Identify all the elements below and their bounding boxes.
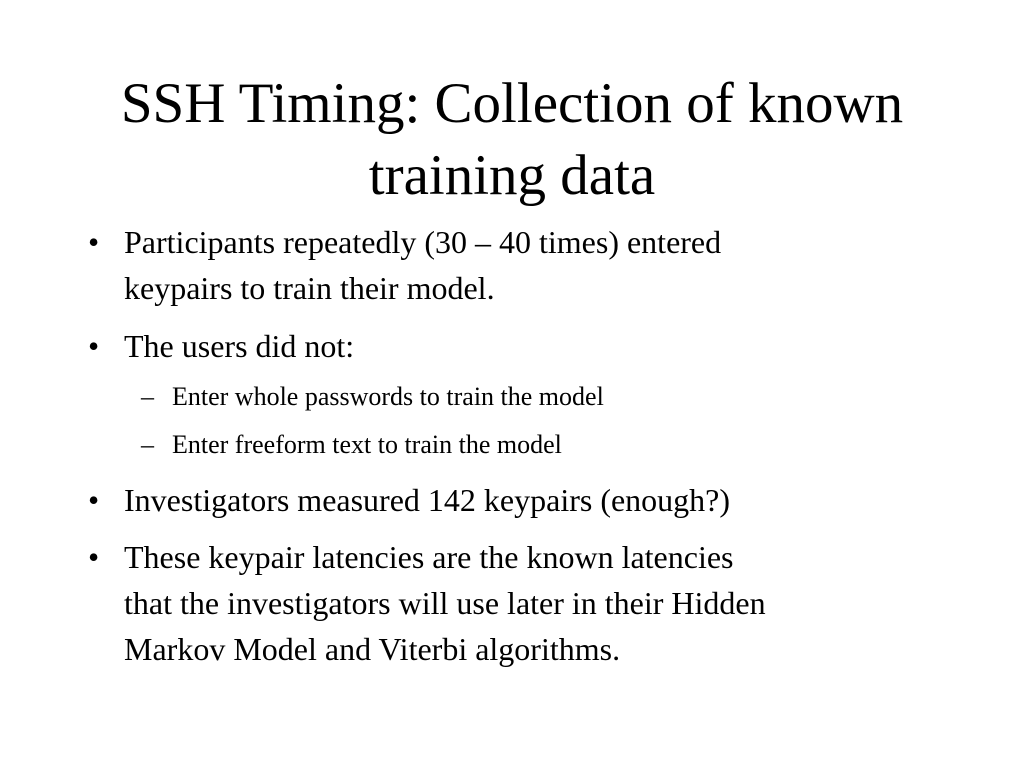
sub-marker: – [141,382,154,411]
bullet-text [124,323,924,369]
bullet-text-line: Markov Model and Viterbi algorithms. [124,631,621,667]
sub-text: Enter freeform text to train the model [172,430,562,459]
bullet-marker: • [88,539,100,575]
bullet-text-line: The users did not: [124,328,355,364]
sub-text: Enter whole passwords to train the model [172,382,604,411]
slide-title-line-1: SSH Timing: Collection of known [120,72,904,135]
sub-marker: – [141,430,154,459]
bullet-text [124,534,924,672]
bullet-marker: • [88,328,100,364]
bullet-marker: • [88,224,100,260]
bullet-text-line: Participants repeatedly (30 – 40 times) entered [124,224,722,260]
bullet-text [124,219,924,311]
bullet-text-line: Investigators measured 142 keypairs (enough?) [124,482,731,518]
slide-title-line-2: training data [368,144,656,207]
bullet-marker: • [88,482,100,518]
bullet-text-line: These keypair latencies are the known latencies [124,539,734,575]
bullet-text [124,477,924,523]
bullet-text-line: keypairs to train their model. [124,270,495,306]
bullet-text-line: that the investigators will use later in their Hidden [124,585,766,621]
